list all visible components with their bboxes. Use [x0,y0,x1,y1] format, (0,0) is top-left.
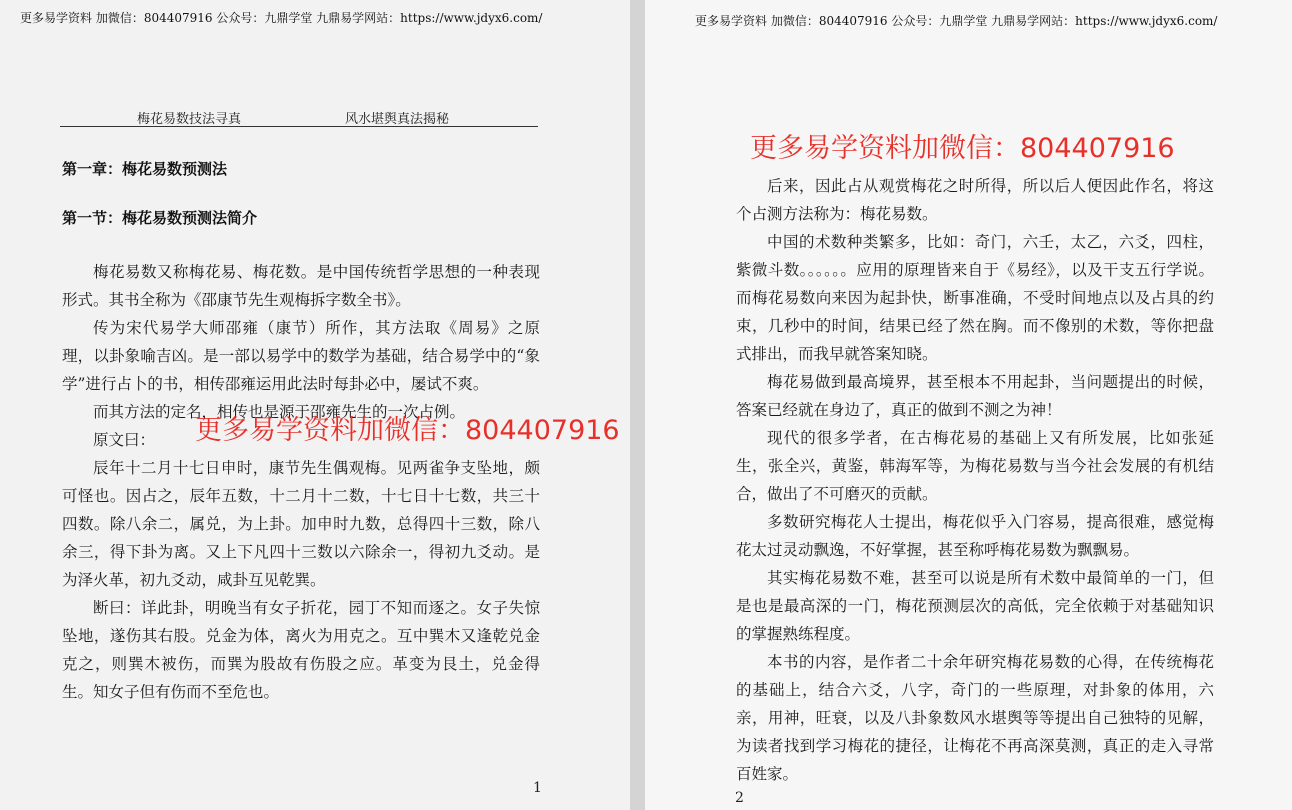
paragraph: 而其方法的定名，相传也是源于邵雍先生的一次占例。 [93,403,466,421]
paragraph: 本书的内容，是作者二十余年研究梅花易数的心得，在传统梅花的基础上，结合六爻，八字，奇门的一些原理，对卦象的体用，六亲，用神，旺衰，以及八卦象数风水堪舆等等提出自己独特的见解，为读者找到学习梅花的捷径，让梅花不再高深莫测，真正的走入寻常百姓家。 [736,653,1214,783]
running-head-left: 梅花易数技法寻真 [137,112,242,127]
paragraph: 原文曰： [93,431,156,449]
paragraph: 中国的术数种类繁多，比如：奇门，六壬，太乙，六爻，四柱，紫微斗数。。。。。。应用的原理皆来自于《易经》，以及干支五行学说。而梅花易数向来因为起卦快，断事准确，不受时间地点以及占具的约束，几秒中的时间，结果已经了然在胸。而不像别的术数，等你把盘式排出，而我早就答案知晓。 [736,233,1214,363]
right-page [645,0,1292,810]
paragraph: 断曰：详此卦，明晚当有女子折花，园丁不知而逐之。女子失惊坠地，遂伤其右股。兑金为体，离火为用克之。互中巽木又逢乾兑金克之，则巽木被伤，而巽为股故有伤股之应。革变为艮土，兑金得生。知女子但有伤而不至危也。 [62,599,540,701]
page-gutter [630,0,645,810]
section-title: 第一节：梅花易数预测法简介 [62,209,258,227]
paragraph: 后来，因此占从观赏梅花之时所得，所以后人便因此作名，将这个占测方法称为：梅花易数。 [736,177,1214,223]
chapter-title: 第一章：梅花易数预测法 [62,160,228,178]
running-head-right: 风水堪舆真法揭秘 [345,112,450,127]
watermark: 更多易学资料加微信：804407916 [750,133,1175,164]
paragraph: 其实梅花易数不难，甚至可以说是所有术数中最简单的一门，但是也是最高深的一门，梅花预测层次的高低，完全依赖于对基础知识的掌握熟练程度。 [736,569,1214,643]
page-number: 2 [735,790,744,806]
paragraph: 梅花易做到最高境界，甚至根本不用起卦，当问题提出的时候，答案已经就在身边了，真正的做到不测之为神！ [736,373,1214,419]
page-header: 更多易学资料 加微信：804407916 公众号：九鼎学堂 九鼎易学网站：https://www.jdyx6.com/ [695,14,1218,28]
page-number: 1 [533,780,542,796]
paragraph: 现代的很多学者，在古梅花易的基础上又有所发展，比如张延生，张全兴，黄鉴，韩海军等，为梅花易数与当今社会发展的有机结合，做出了不可磨灭的贡献。 [736,429,1214,503]
left-page [0,0,630,810]
running-head [60,108,538,127]
paragraph: 梅花易数又称梅花易、梅花数。是中国传统哲学思想的一种表现形式。其书全称为《邵康节先生观梅拆字数全书》。 [62,263,540,309]
body-text [736,172,1214,788]
paragraph: 辰年十二月十七日申时，康节先生偶观梅。见两雀争支坠地，颇可怪也。因占之，辰年五数，十二月十二数，十七日十七数，共三十四数。除八余二，属兑，为上卦。加申时九数，总得四十三数，除八余三，得下卦为离。又上下凡四十三数以六除余一，得初九爻动。是为泽火革，初九爻动，咸卦互见乾巽。 [62,459,540,589]
paragraph: 多数研究梅花人士提出，梅花似乎入门容易，提高很难，感觉梅花太过灵动飘逸，不好掌握，甚至称呼梅花易数为飘飘易。 [736,513,1214,559]
paragraph: 传为宋代易学大师邵雍（康节）所作，其方法取《周易》之原理，以卦象喻吉凶。是一部以易学中的数学为基础，结合易学中的“象学”进行占卜的书，相传邵雍运用此法时每卦必中，屡试不爽。 [62,319,540,393]
page-header: 更多易学资料 加微信：804407916 公众号：九鼎学堂 九鼎易学网站：https://www.jdyx6.com/ [20,11,543,25]
watermark: 更多易学资料加微信：804407916 [195,415,620,446]
body-text [62,258,540,706]
